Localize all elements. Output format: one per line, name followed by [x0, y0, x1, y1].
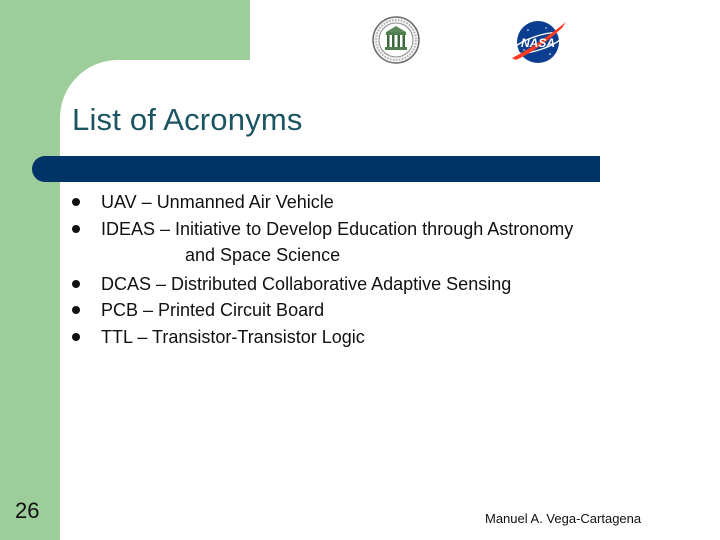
page-number: 26 — [15, 498, 40, 523]
bullet-icon — [72, 198, 80, 206]
bullet-icon — [72, 280, 80, 288]
list-item — [72, 324, 692, 351]
list-item — [72, 216, 692, 269]
slide-title: List of Acronyms — [72, 102, 303, 137]
list-item — [72, 189, 692, 216]
bullet-icon — [72, 225, 80, 233]
university-seal-logo — [372, 15, 420, 65]
list-item-text: UAV – Unmanned Air Vehicle — [101, 192, 334, 212]
nasa-logo — [508, 16, 570, 66]
list-item-text: DCAS – Distributed Collaborative Adaptive Sensing — [101, 273, 512, 294]
list-item-text: IDEAS – Initiative to Develop Education through Astronomy — [101, 218, 574, 239]
author-footer: Manuel A. Vega-Cartagena — [485, 511, 642, 526]
green-left-strip — [0, 0, 60, 540]
list-item-text: PCB – Printed Circuit Board — [101, 300, 325, 320]
bullet-icon — [72, 333, 80, 341]
bullet-icon — [72, 306, 80, 314]
list-item — [72, 297, 692, 324]
acronym-list — [72, 189, 692, 350]
list-item-continuation: and Space Science — [185, 245, 341, 265]
list-item — [72, 271, 692, 298]
title-underline-bar — [32, 156, 600, 182]
list-item-text: TTL – Transistor-Transistor Logic — [101, 326, 365, 347]
nasa-logo-text: NASA — [520, 36, 556, 50]
